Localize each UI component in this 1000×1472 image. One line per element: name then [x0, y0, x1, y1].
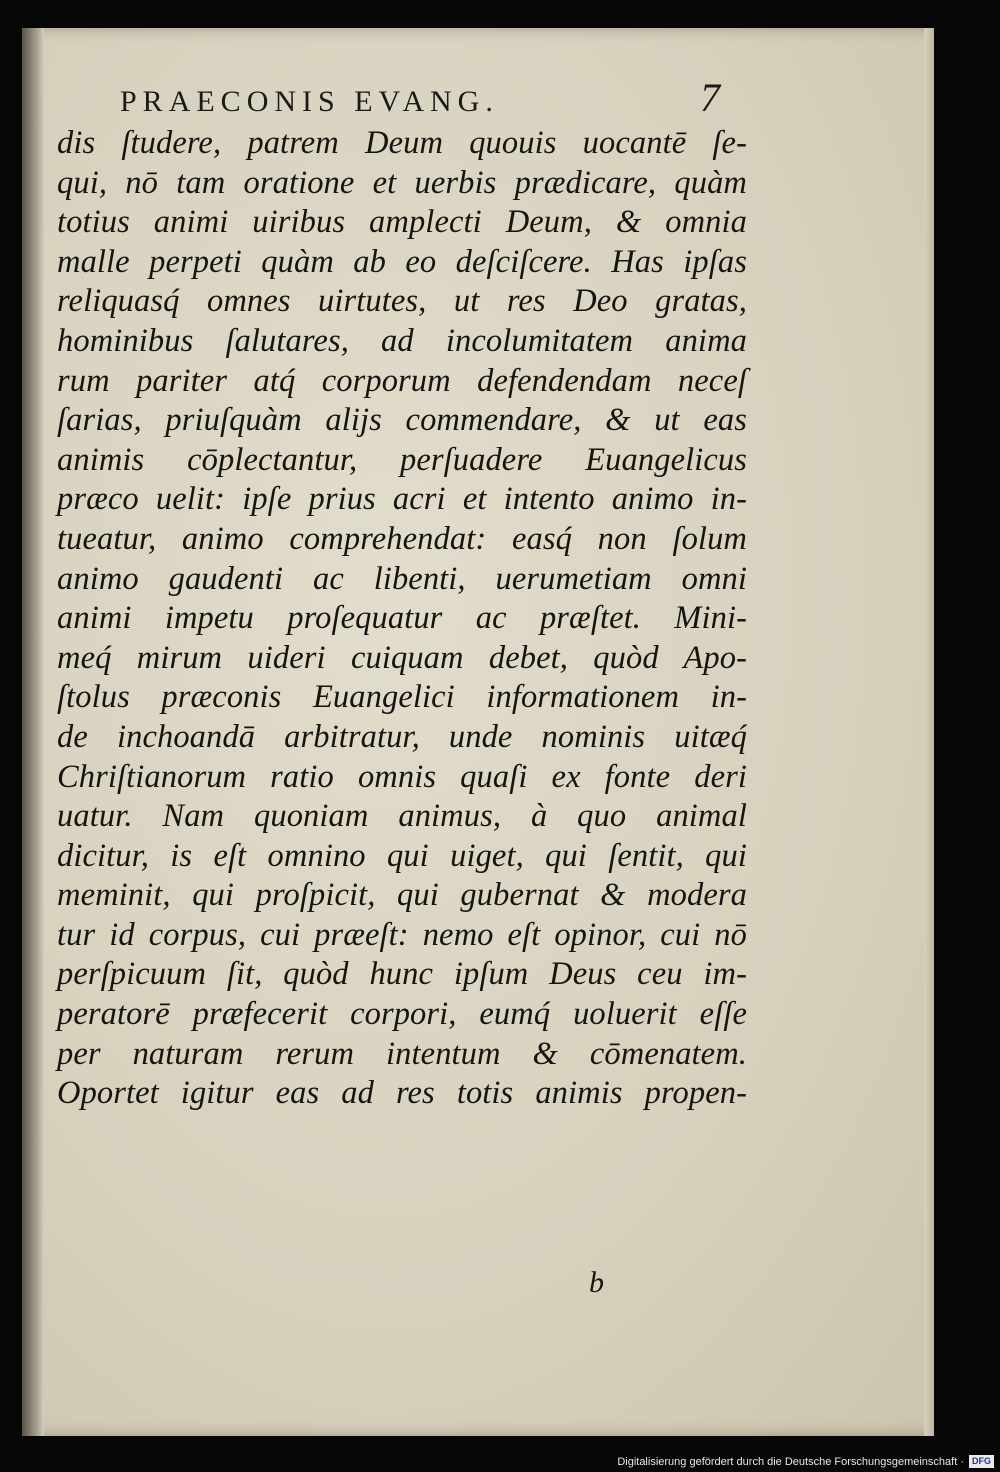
text-line: perſpicuum ſit, quòd hunc ipſum Deus ceu im- — [57, 956, 747, 993]
text-line: Chriſtianorum ratio omnis quaſi ex fonte deri — [57, 758, 747, 795]
text-line: per naturam rerum intentum & cōmenatem. — [57, 1035, 747, 1072]
text-line: meminit, qui proſpicit, qui gubernat & modera — [57, 877, 747, 914]
text-line: Oportet igitur eas ad res totis animis propen- — [57, 1075, 747, 1112]
text-line: meq́ mirum uideri cuiquam debet, quòd Apo- — [57, 639, 747, 676]
text-line: ſtolus præconis Euangelici informationem in- — [57, 679, 747, 716]
book-page — [22, 28, 934, 1436]
signature-mark: b — [589, 1266, 604, 1299]
text-line: malle perpeti quàm ab eo deſciſcere. Has ipſas — [57, 243, 747, 280]
text-line: de inchoandā arbitratur, unde nominis uitæq́ — [57, 718, 747, 755]
text-line: ſarias, priuſquàm alijs commendare, & ut eas — [57, 402, 747, 439]
text-line: animi impetu proſequatur ac præſtet. Mini- — [57, 600, 747, 637]
text-line: animis cōplectantur, perſuadere Euangelicus — [57, 441, 747, 478]
text-line: tueatur, animo comprehendat: easq́ non ſolum — [57, 520, 747, 557]
text-line: hominibus ſalutares, ad incolumitatem anima — [57, 322, 747, 359]
text-line: totius animi uiribus amplecti Deum, & omnia — [57, 204, 747, 241]
footer — [617, 1455, 994, 1468]
body-text — [57, 124, 747, 1114]
running-head-title: PRAECONIS EVANG. — [120, 85, 499, 118]
running-head — [120, 74, 720, 121]
text-line: animo gaudenti ac libenti, uerumetiam omni — [57, 560, 747, 597]
text-line: rum pariter atq́ corporum defendendam neceſ — [57, 362, 747, 399]
text-line: dis ſtudere, patrem Deum quouis uocantē ſe- — [57, 125, 747, 161]
text-line: uatur. Nam quoniam animus, à quo animal — [57, 798, 747, 835]
text-line: peratorē præfecerit corpori, eumq́ uoluerit eſſe — [57, 996, 747, 1033]
footer-credit: Digitalisierung gefördert durch die Deutsche Forschungsgemeinschaft · — [617, 1455, 964, 1468]
text-line: tur id corpus, cui præeſt: nemo eſt opinor, cui nō — [57, 916, 747, 953]
page-gutter-shadow — [22, 28, 44, 1436]
page-number: 7 — [700, 75, 720, 120]
text-line: præco uelit: ipſe prius acri et intento animo in- — [57, 481, 747, 518]
page-edge — [924, 28, 934, 1436]
text-line: qui, nō tam oratione et uerbis prædicare, quàm — [57, 164, 747, 201]
dfg-logo: DFG — [969, 1455, 994, 1468]
text-line: reliquasq́ omnes uirtutes, ut res Deo gratas, — [57, 283, 747, 320]
text-line: dicitur, is eſt omnino qui uiget, qui ſentit, qui — [57, 837, 747, 874]
